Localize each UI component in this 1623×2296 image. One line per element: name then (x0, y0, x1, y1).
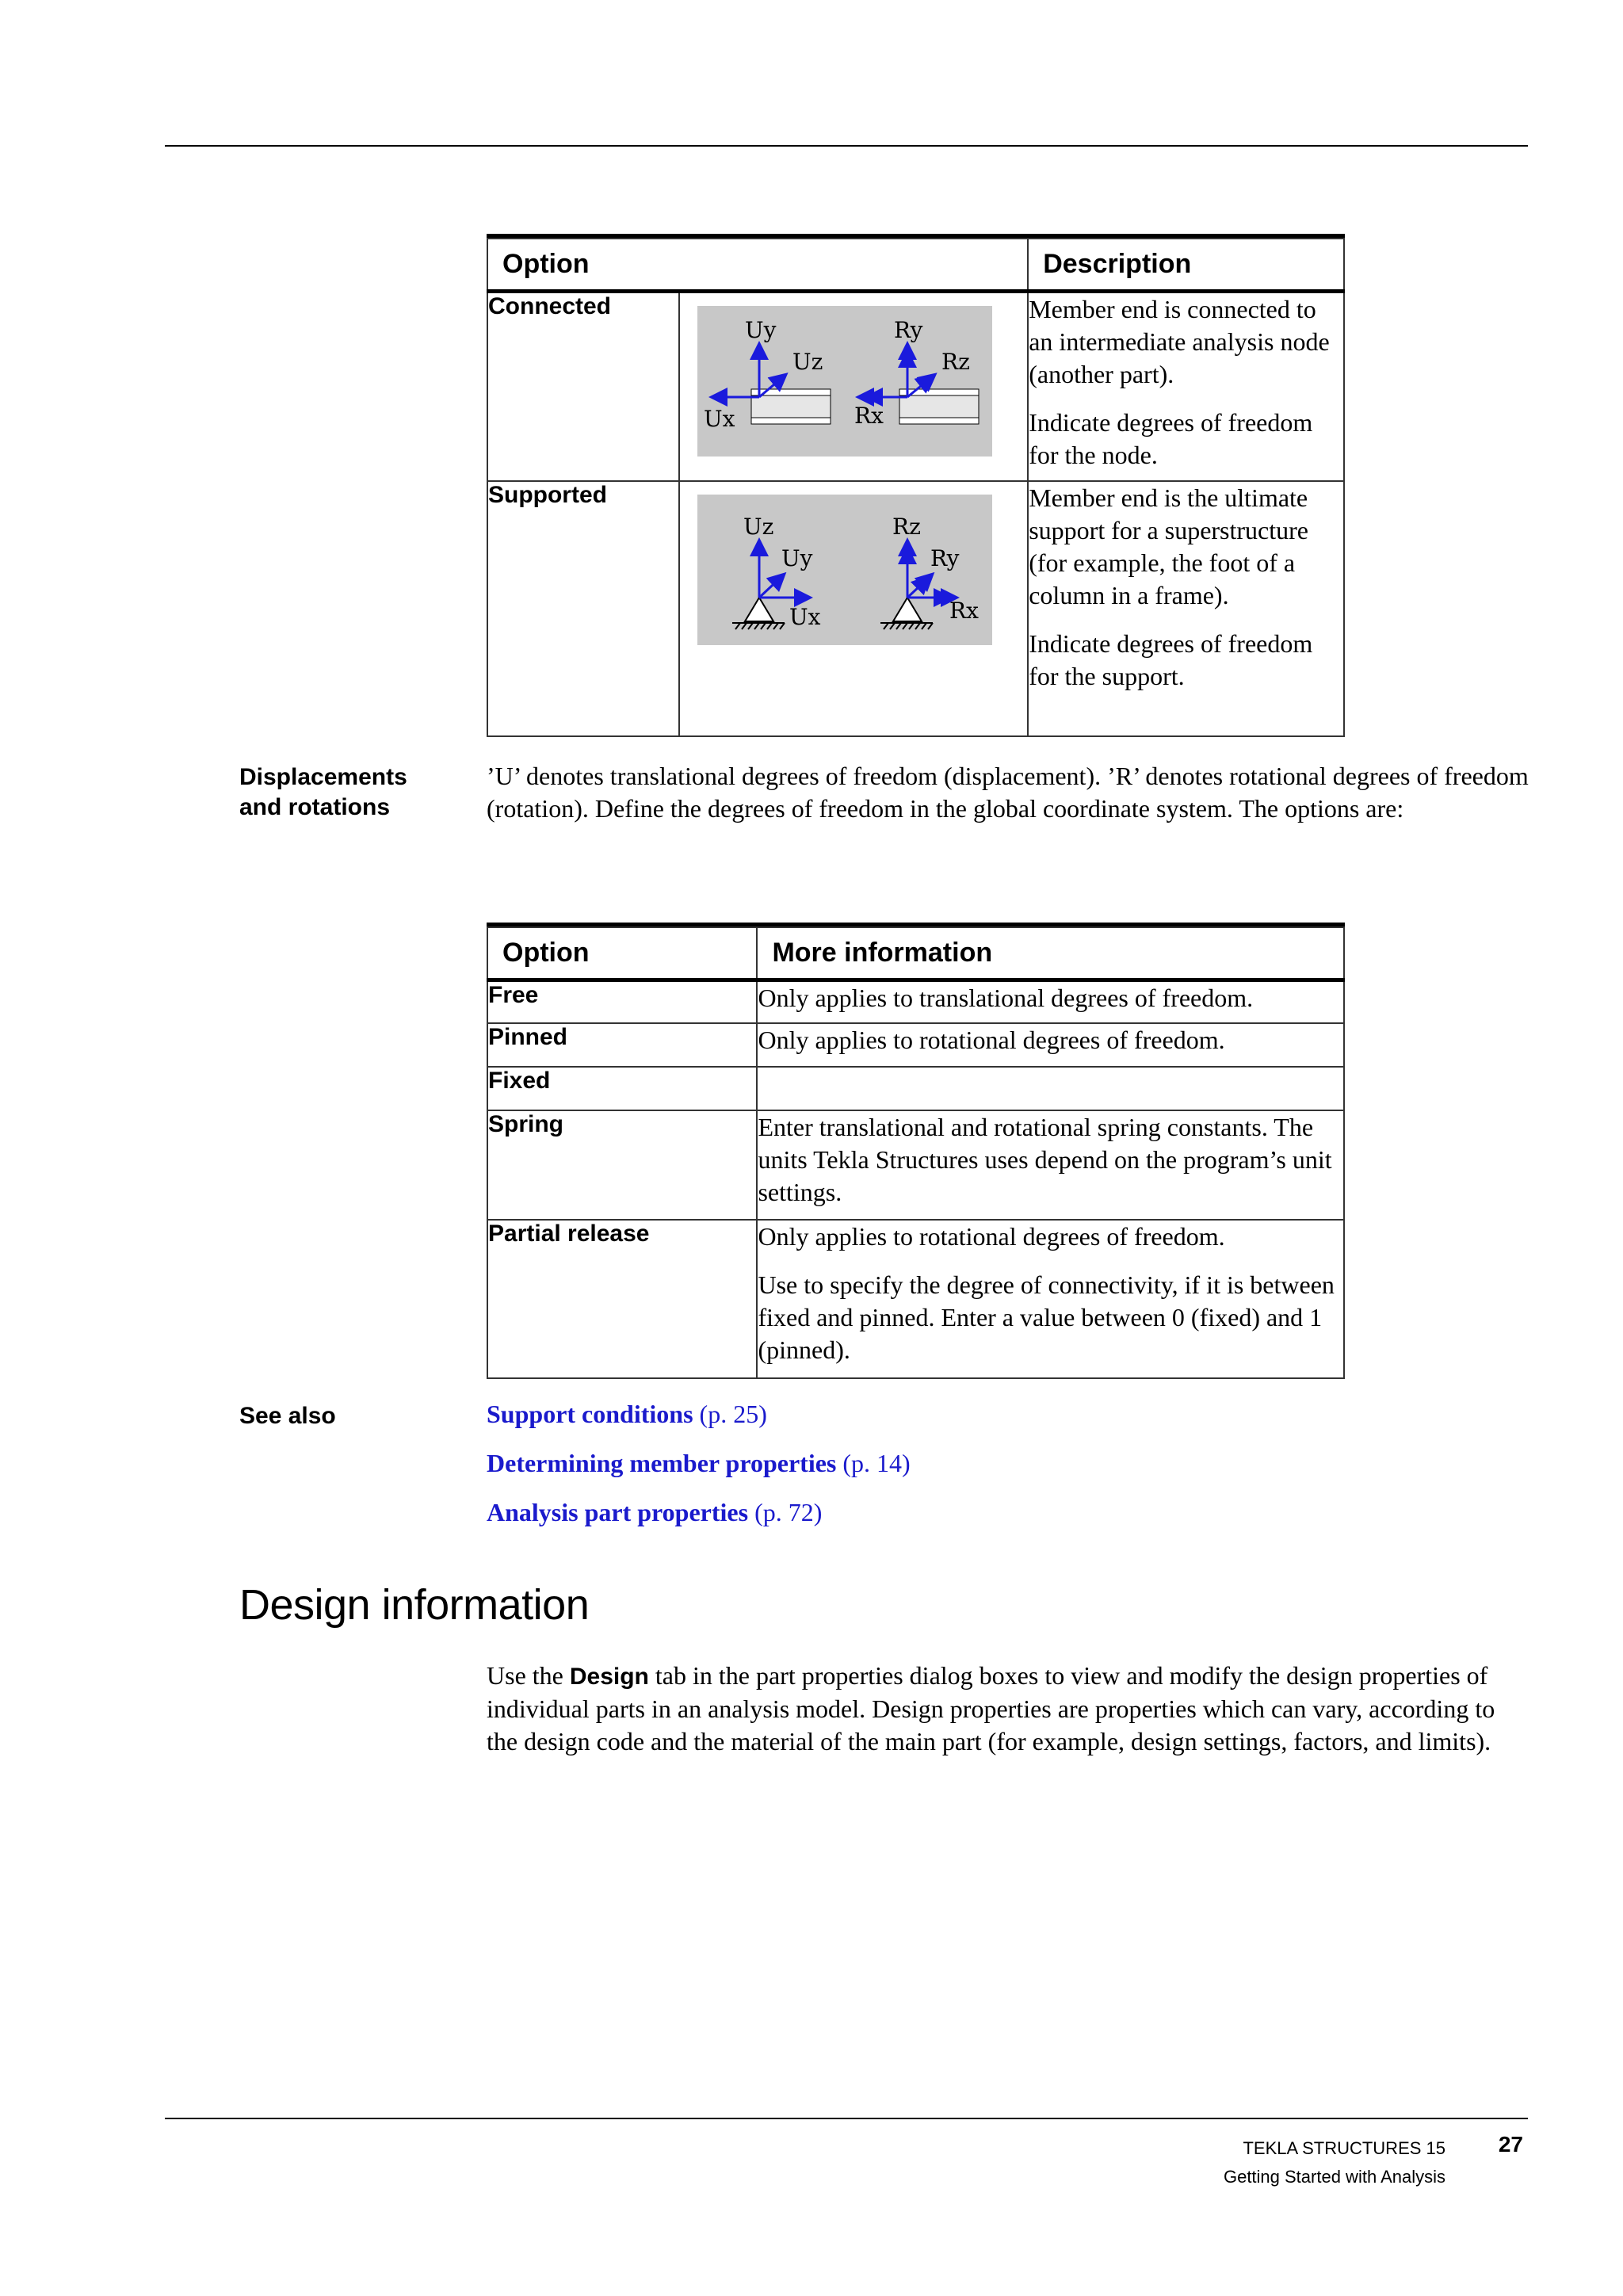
header-rule (165, 145, 1528, 147)
table-row (487, 1067, 1344, 1110)
label-uy: Uy (745, 316, 777, 343)
label-ux: Ux (789, 604, 821, 630)
supported-dof-diagram (697, 495, 992, 645)
footer-product: TEKLA STRUCTURES 15 (1243, 2138, 1445, 2158)
info-partial-release (757, 1220, 1344, 1378)
label-uz: Uz (792, 348, 823, 375)
section-heading: Design information (239, 1581, 590, 1629)
option-connected: Connected (487, 291, 679, 481)
info-text: Use to specify the degree of connectivity, if it is between fixed and pinned. Enter a value between 0 (fixed) and 1 (pinned). (758, 1270, 1335, 1364)
info-fixed (757, 1067, 1344, 1110)
table-row (487, 1220, 1344, 1378)
label-ry: Ry (930, 545, 960, 571)
label-ux: Ux (704, 405, 735, 432)
table-header-row (487, 927, 1344, 980)
see-also-label: See also (239, 1403, 336, 1429)
column-header-more-information: More information (757, 927, 1344, 980)
displacements-paragraph: ’U’ denotes translational degrees of freedom (displacement). ’R’ denotes rotational degrees of freedom (rotation). Define the degrees of freedom in the global coordinate system. The options are: (487, 762, 1529, 823)
option-pinned: Pinned (487, 1023, 757, 1067)
table-header-row (487, 239, 1344, 291)
table-row (487, 291, 1344, 481)
connected-dof-diagram (697, 306, 992, 457)
footer-subtitle: Getting Started with Analysis (1223, 2167, 1445, 2187)
table-row (487, 481, 1344, 736)
displacements-side-heading (239, 762, 477, 823)
link-support-conditions[interactable]: Support conditions (p. 25) (487, 1400, 767, 1428)
connected-diagram-cell (679, 291, 1028, 481)
label-rx: Rx (854, 402, 884, 429)
label-rz: Rz (941, 348, 971, 375)
table-row (487, 1110, 1344, 1220)
footer-rule (165, 2118, 1528, 2119)
design-info-paragraph: Use the Design tab in the part properties dialog boxes to view and modify the design properties of individual parts in an analysis model. Design properties are properties which can vary, according to the design code and the material of the main part (for example, design settings, factors, and limits). (487, 1661, 1495, 1755)
info-free: Only applies to translational degrees of freedom. (757, 980, 1344, 1023)
info-pinned: Only applies to rotational degrees of freedom. (757, 1023, 1344, 1067)
table-row (487, 1023, 1344, 1067)
option-partial-release: Partial release (487, 1220, 757, 1378)
side-heading-line: and rotations (239, 794, 391, 820)
option-supported: Supported (487, 481, 679, 736)
see-also-links (487, 1398, 911, 1545)
column-header-description: Description (1028, 239, 1344, 291)
description-text: Member end is connected to an intermediate analysis node (another part). (1029, 294, 1330, 388)
label-rz: Rz (892, 514, 922, 540)
label-rx: Rx (949, 598, 980, 624)
label-ry: Ry (894, 316, 923, 343)
description-text: Indicate degrees of freedom for the node. (1029, 407, 1313, 469)
column-header-option: Option (487, 927, 757, 980)
description-supported (1028, 481, 1344, 736)
description-text: Member end is the ultimate support for a superstructure (for example, the foot of a column in a frame). (1029, 483, 1308, 609)
link-determining-member-properties[interactable]: Determining member properties (p. 14) (487, 1449, 911, 1477)
connection-options-table (487, 238, 1345, 737)
footer-page-number: 27 (1498, 2132, 1523, 2157)
description-text: Indicate degrees of freedom for the support. (1029, 629, 1313, 690)
label-uy: Uy (781, 545, 813, 571)
option-spring: Spring (487, 1110, 757, 1220)
info-text: Only applies to rotational degrees of freedom. (758, 1222, 1225, 1251)
dof-options-table (487, 926, 1345, 1379)
info-spring: Enter translational and rotational spring constants. The units Tekla Structures uses depend on the program’s unit settings. (757, 1110, 1344, 1220)
table-row (487, 980, 1344, 1023)
column-header-option: Option (487, 239, 1028, 291)
option-fixed: Fixed (487, 1067, 757, 1110)
description-connected (1028, 291, 1344, 481)
design-tab-name: Design (569, 1664, 649, 1690)
option-free: Free (487, 980, 757, 1023)
label-uz: Uz (743, 514, 774, 540)
supported-diagram-cell (679, 481, 1028, 736)
side-heading-line: Displacements (239, 764, 407, 790)
link-analysis-part-properties[interactable]: Analysis part properties (p. 72) (487, 1498, 823, 1526)
